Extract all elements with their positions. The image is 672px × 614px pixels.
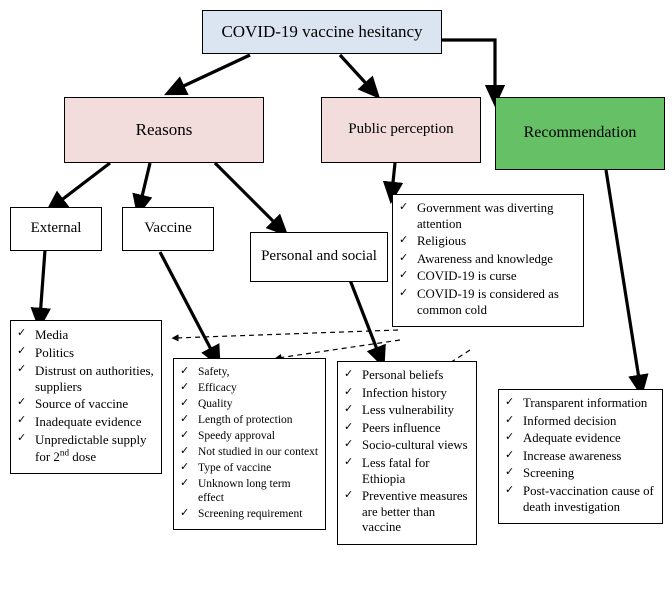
- node-recommendation: [495, 97, 665, 170]
- check-icon: ✓: [399, 234, 409, 247]
- list-item: ✓ Government was diverting attention: [399, 201, 554, 231]
- check-icon: ✓: [180, 365, 190, 377]
- list-item: ✓ Politics: [17, 344, 75, 360]
- list-item: ✓ Safety,: [180, 365, 230, 378]
- list-item: ✓ COVID-19 is considered as common cold: [399, 287, 559, 317]
- list-item: ✓ Media: [17, 327, 69, 342]
- list-item: ✓ Length of protection: [180, 413, 293, 427]
- check-icon: ✓: [399, 287, 409, 300]
- check-icon: ✓: [180, 381, 190, 394]
- external-item-last: Unpredictable supply for 2nd dose: [35, 432, 147, 465]
- list-item: ✓ COVID-19 is curse: [399, 269, 517, 284]
- list-item: ✓ Awareness and knowledge: [399, 251, 553, 266]
- list-item: ✓ Adequate evidence: [505, 431, 621, 446]
- list-item: ✓ Screening: [505, 466, 575, 481]
- list-item: ✓ Inadequate evidence: [17, 414, 142, 430]
- check-icon: ✓: [399, 201, 409, 213]
- list-item: ✓ Less fatal for Ethiopia: [344, 456, 430, 486]
- check-icon: ✓: [399, 251, 409, 264]
- list-item: ✓ Distrust on authorities, suppliers: [17, 362, 154, 394]
- check-icon: ✓: [180, 477, 190, 490]
- check-icon: ✓: [17, 362, 27, 375]
- list-item: ✓ Post-vaccination cause of death investigation: [505, 484, 654, 514]
- list-item: [17, 432, 155, 465]
- node-external: [10, 207, 102, 251]
- list-item: ✓ Less vulnerability: [344, 403, 455, 418]
- check-icon: ✓: [180, 397, 190, 410]
- check-icon: ✓: [505, 484, 515, 497]
- check-icon: ✓: [399, 269, 409, 282]
- node-public-perception: [321, 97, 481, 163]
- node-reasons-label: Reasons: [135, 120, 193, 140]
- list-item: ✓ Unknown long term effect: [180, 477, 291, 505]
- list-item: ✓ Socio-cultural views: [344, 438, 468, 453]
- check-icon: ✓: [344, 368, 354, 380]
- node-personal-and-social: [250, 232, 388, 282]
- list-personal-social: [337, 361, 477, 545]
- check-icon: ✓: [180, 413, 190, 426]
- check-icon: ✓: [17, 432, 27, 445]
- list-item: ✓ Religious: [399, 234, 467, 249]
- list-recommendation: [498, 389, 663, 524]
- check-icon: ✓: [344, 489, 354, 502]
- node-vaccine-label: Vaccine: [144, 220, 192, 237]
- list-item: ✓ Speedy approval: [180, 429, 275, 443]
- node-vaccine: [122, 207, 214, 251]
- list-vaccine: [173, 358, 326, 530]
- node-public-perception-label: Public perception: [348, 121, 454, 138]
- list-item: ✓ Personal beliefs: [344, 368, 444, 382]
- check-icon: ✓: [344, 438, 354, 451]
- check-icon: ✓: [180, 445, 190, 458]
- check-icon: ✓: [17, 344, 27, 357]
- list-item: ✓ Infection history: [344, 385, 447, 400]
- check-icon: ✓: [17, 396, 27, 409]
- list-item: ✓ Not studied in our context: [180, 445, 319, 459]
- check-icon: ✓: [180, 429, 190, 442]
- check-icon: ✓: [344, 403, 354, 416]
- list-item: ✓ Transparent information: [505, 396, 648, 410]
- node-title-label: COVID-19 vaccine hesitancy: [221, 22, 423, 42]
- list-item: ✓ Source of vaccine: [17, 396, 129, 412]
- node-title: [202, 10, 442, 54]
- list-item: ✓ Preventive measures are better than vaccine: [344, 489, 468, 535]
- list-external: [10, 320, 162, 474]
- check-icon: ✓: [180, 507, 190, 520]
- node-reasons: [64, 97, 264, 163]
- list-public-perception: [392, 194, 584, 327]
- list-item: ✓ Efficacy: [180, 381, 237, 395]
- check-icon: ✓: [344, 385, 354, 398]
- list-item: ✓ Screening requirement: [180, 507, 303, 521]
- check-icon: ✓: [17, 414, 27, 427]
- check-icon: ✓: [505, 431, 515, 444]
- list-item: ✓ Peers influence: [344, 420, 441, 435]
- check-icon: ✓: [344, 456, 354, 469]
- node-personal-and-social-label: Personal and social: [261, 248, 377, 265]
- check-icon: ✓: [505, 413, 515, 426]
- check-icon: ✓: [505, 466, 515, 479]
- check-icon: ✓: [180, 461, 190, 474]
- check-icon: ✓: [505, 396, 515, 408]
- node-external-label: External: [30, 220, 82, 237]
- list-item: ✓ Type of vaccine: [180, 461, 272, 475]
- check-icon: ✓: [344, 420, 354, 433]
- node-recommendation-label: Recommendation: [523, 124, 637, 142]
- list-item: ✓ Quality: [180, 397, 233, 411]
- check-icon: ✓: [17, 327, 27, 339]
- list-item: ✓ Informed decision: [505, 413, 617, 428]
- check-icon: ✓: [505, 448, 515, 461]
- list-item: ✓ Increase awareness: [505, 448, 622, 463]
